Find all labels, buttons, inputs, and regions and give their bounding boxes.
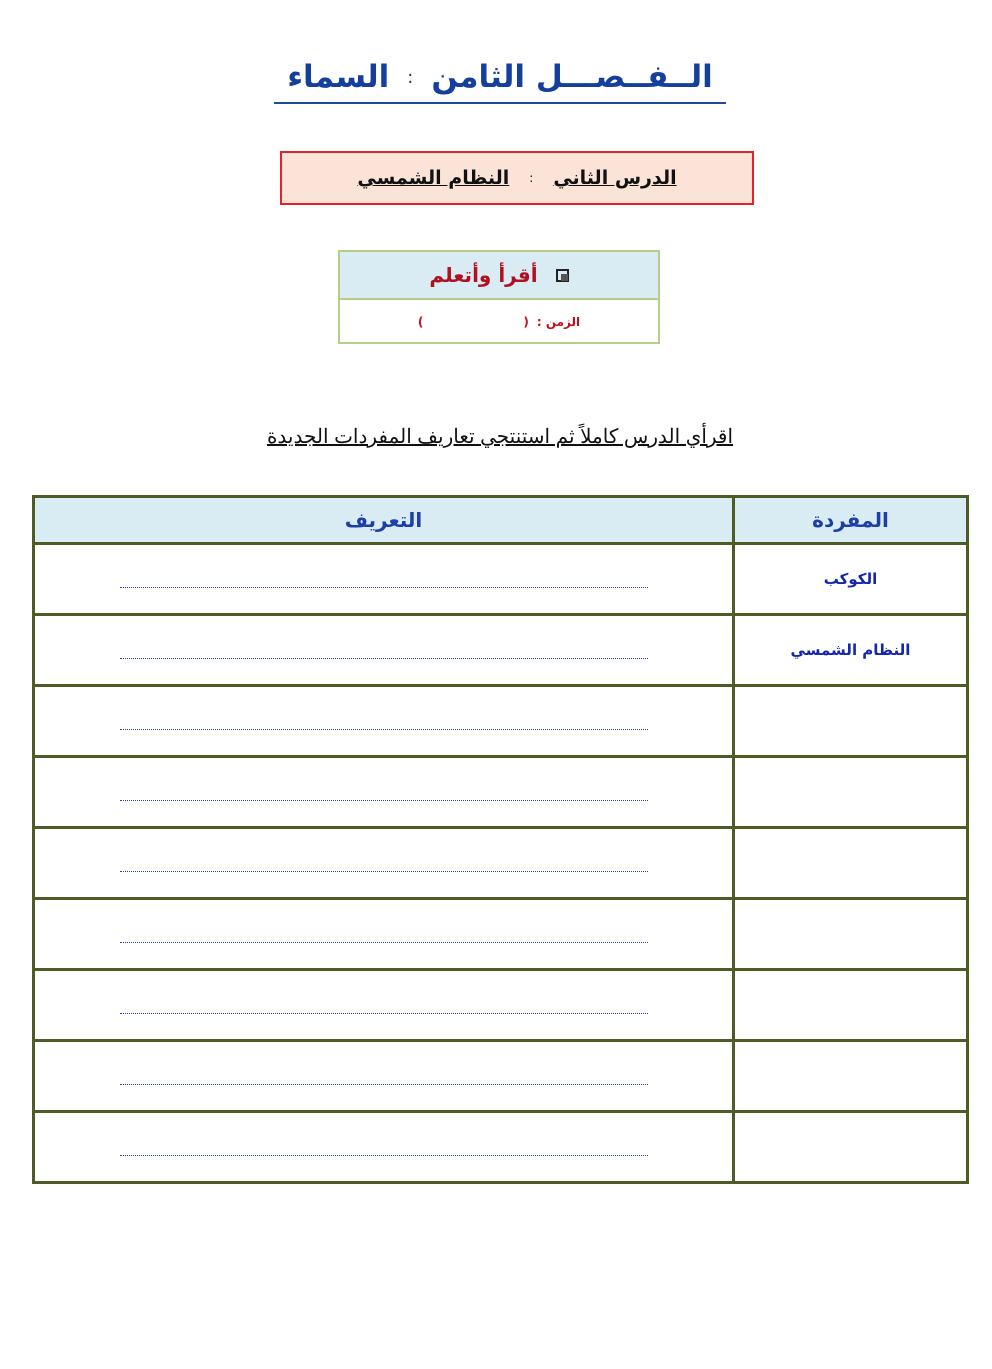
dotted-answer-line [120, 942, 648, 943]
definition-cell[interactable] [34, 615, 734, 686]
term-cell[interactable] [734, 757, 968, 828]
table-row [34, 615, 968, 686]
term-cell[interactable] [734, 1041, 968, 1112]
definition-cell[interactable] [34, 544, 734, 615]
dotted-answer-line [120, 587, 648, 588]
time-open-paren: ( [523, 315, 529, 329]
time-label: الزمن : [536, 315, 581, 329]
term-column-header: المفردة [734, 497, 968, 544]
definition-cell[interactable] [34, 828, 734, 899]
lesson-separator: : [529, 171, 534, 185]
time-row [340, 300, 658, 344]
dotted-answer-line [120, 1084, 648, 1085]
dotted-answer-line [120, 729, 648, 730]
term-cell[interactable] [734, 970, 968, 1041]
table-row [34, 828, 968, 899]
term-cell[interactable] [734, 686, 968, 757]
instruction-text: اقرأي الدرس كاملاً ثم استنتجي تعاريف المفردات الجديدة [266, 426, 734, 448]
table-row [34, 544, 968, 615]
chapter-title [274, 52, 726, 104]
table-row [34, 899, 968, 970]
chapter-name: السماء [287, 59, 390, 95]
vocabulary-table [32, 495, 969, 1184]
read-and-learn-box [338, 250, 660, 344]
dotted-answer-line [120, 871, 648, 872]
read-and-learn-title: أقرأ وأتعلم [429, 263, 538, 287]
lesson-name: النظام الشمسي [357, 167, 510, 189]
chapter-label: الــفــصـــل الثامن [431, 59, 713, 95]
definition-cell[interactable] [34, 686, 734, 757]
dotted-answer-line [120, 658, 648, 659]
dotted-answer-line [120, 800, 648, 801]
time-close-paren: ) [417, 315, 424, 329]
table-row [34, 686, 968, 757]
definition-cell[interactable] [34, 970, 734, 1041]
definition-cell[interactable] [34, 1041, 734, 1112]
checkbox-icon [556, 269, 569, 282]
definition-column-header: التعريف [34, 497, 734, 544]
chapter-separator: : [407, 66, 414, 88]
term-cell[interactable] [734, 1112, 968, 1183]
dotted-answer-line [120, 1155, 648, 1156]
lesson-label: الدرس الثاني [553, 167, 677, 189]
lesson-title-box [280, 151, 754, 205]
table-row [34, 757, 968, 828]
definition-cell[interactable] [34, 757, 734, 828]
table-row [34, 1041, 968, 1112]
term-cell: الكوكب [734, 544, 968, 615]
read-and-learn-header [340, 252, 658, 300]
table-row [34, 970, 968, 1041]
definition-cell[interactable] [34, 899, 734, 970]
term-cell[interactable] [734, 828, 968, 899]
definition-cell[interactable] [34, 1112, 734, 1183]
dotted-answer-line [120, 1013, 648, 1014]
table-row [34, 1112, 968, 1183]
table-header-row [34, 497, 968, 544]
term-cell: النظام الشمسي [734, 615, 968, 686]
term-cell[interactable] [734, 899, 968, 970]
